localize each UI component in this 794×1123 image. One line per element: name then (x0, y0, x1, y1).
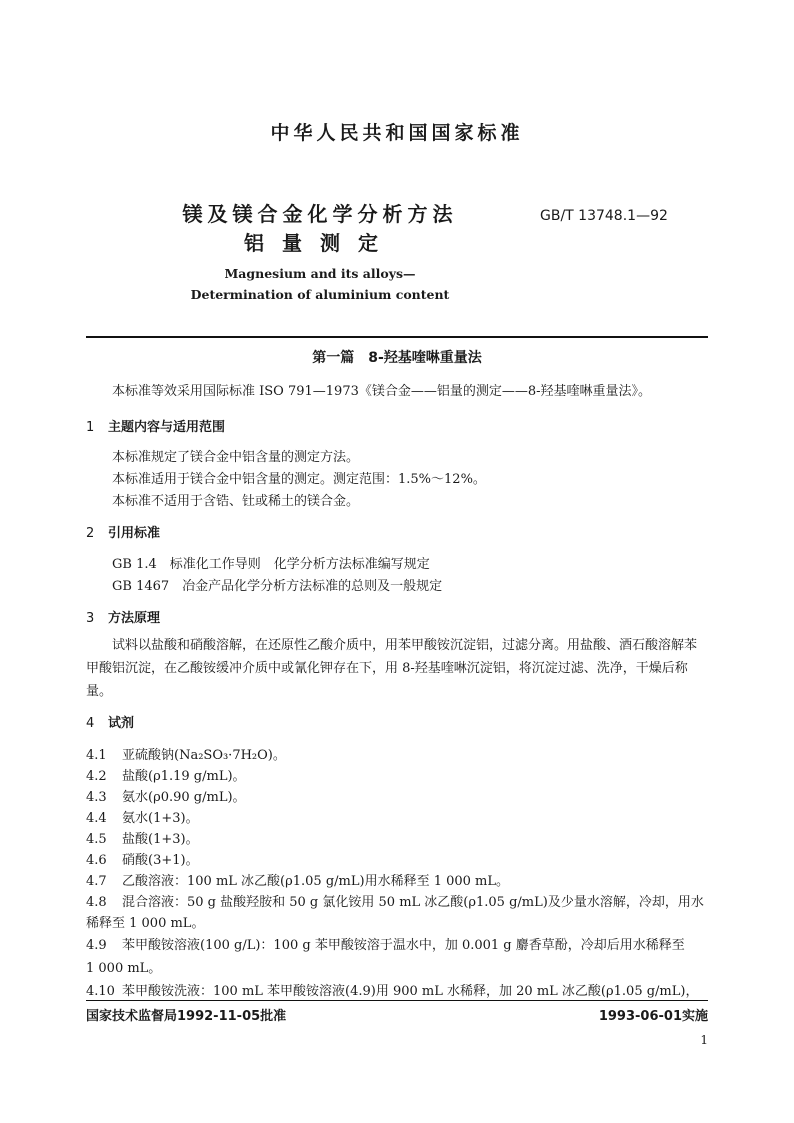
section-title: 试剂 (108, 716, 135, 731)
page-number: 1 (700, 1033, 708, 1047)
reagent-item (86, 891, 704, 910)
section-title: 引用标准 (108, 526, 161, 541)
reagent-item (86, 765, 246, 784)
section-heading-2 (86, 522, 160, 541)
item-text: 盐酸(1+3)。 (122, 832, 199, 847)
reagent-item-continuation: 稀释至 1 000 mL。 (86, 916, 205, 931)
implementation-date: 1993-06-01实施 (598, 1009, 708, 1024)
item-number: 4.5 (86, 832, 107, 847)
section1-line: 本标准规定了镁合金中铝含量的测定方法。 (112, 450, 360, 465)
footer-rule (86, 1000, 708, 1001)
english-title-line1: Magnesium and its alloys— (224, 266, 416, 281)
item-text: 乙酸溶液：100 mL 冰乙酸(ρ1.05 g/mL)用水稀释至 1 000 mL。 (122, 874, 510, 889)
intro-paragraph: 本标准等效采用国际标准 ISO 791—1973《镁合金——铝量的测定——8-羟基喹啉重量法》。 (112, 384, 652, 399)
reagent-item (86, 744, 286, 763)
reagent-item (86, 849, 199, 868)
item-number: 4.4 (86, 811, 107, 826)
item-text: 苯甲酸铵洗液：100 mL 苯甲酸铵溶液(4.9)用 900 mL 水稀释，加 20 mL 冰乙酸(ρ1.05 g/mL)， (122, 984, 699, 999)
method-principle-paragraph: 试料以盐酸和硝酸溶解，在还原性乙酸介质中，用苯甲酸铵沉淀铝，过滤分离。用盐酸、酒石酸溶解苯甲酸铝沉淀，在乙酸铵缓冲介质中或氰化钾存在下，用 8-羟基喹啉沉淀铝，将沉淀过滤、洗净，干燥后称量。 (86, 638, 698, 699)
reference-line: GB 1467 冶金产品化学分析方法标准的总则及一般规定 (112, 579, 443, 594)
section-heading-1 (86, 416, 225, 435)
header-rule (86, 336, 708, 338)
reagent-item (86, 828, 199, 847)
item-number: 4.7 (86, 874, 107, 889)
reagent-item (86, 807, 199, 826)
reagent-item (86, 786, 246, 805)
item-text: 盐酸(ρ1.19 g/mL)。 (122, 769, 246, 784)
item-text: 硝酸(3+1)。 (122, 853, 199, 868)
section-title: 主题内容与适用范围 (108, 420, 226, 435)
section-title: 方法原理 (108, 611, 161, 626)
national-standard-heading: 中华人民共和国国家标准 (270, 122, 524, 144)
section-number: 1 (86, 420, 95, 435)
standard-code: GB/T 13748.1—92 (540, 208, 668, 224)
item-text: 亚硫酸钠(Na₂SO₃·7H₂O)。 (122, 748, 286, 763)
reagent-item-continuation: 1 000 mL。 (86, 961, 162, 976)
item-number: 4.1 (86, 748, 107, 763)
section-heading-3 (86, 607, 160, 626)
section1-line: 本标准不适用于含锆、钍或稀土的镁合金。 (112, 494, 360, 509)
part-title: 第一篇 8-羟基喹啉重量法 (312, 350, 482, 366)
document-title-line1: 镁及镁合金化学分析方法 (182, 202, 458, 226)
item-text: 混合溶液：50 g 盐酸羟胺和 50 g 氯化铵用 50 mL 冰乙酸(ρ1.05 g/mL)及少量水溶解，冷却，用水 (122, 895, 704, 910)
item-text: 氨水(ρ0.90 g/mL)。 (122, 790, 246, 805)
reagent-item (86, 870, 509, 889)
section-number: 2 (86, 526, 95, 541)
item-text: 苯甲酸铵溶液(100 g/L)：100 g 苯甲酸铵溶于温水中，加 0.001 g 麝香草酚，冷却后用水稀释至 (122, 938, 685, 953)
reference-line: GB 1.4 标准化工作导则 化学分析方法标准编写规定 (112, 557, 430, 572)
item-number: 4.10 (86, 984, 115, 999)
document-title-line2: 铝量测定 (244, 231, 396, 255)
section1-line: 本标准适用于镁合金中铝含量的测定。测定范围：1.5%～12%。 (112, 472, 486, 487)
item-number: 4.3 (86, 790, 107, 805)
section-number: 3 (86, 611, 95, 626)
item-number: 4.9 (86, 938, 107, 953)
item-number: 4.6 (86, 853, 107, 868)
reagent-item (86, 934, 685, 953)
item-number: 4.2 (86, 769, 107, 784)
item-text: 氨水(1+3)。 (122, 811, 199, 826)
reagent-item (86, 980, 698, 999)
item-number: 4.8 (86, 895, 107, 910)
section-number: 4 (86, 716, 95, 731)
approval-text: 国家技术监督局1992-11-05批准 (86, 1009, 287, 1024)
english-title-line2: Determination of aluminium content (190, 287, 450, 302)
section-heading-4 (86, 712, 134, 731)
